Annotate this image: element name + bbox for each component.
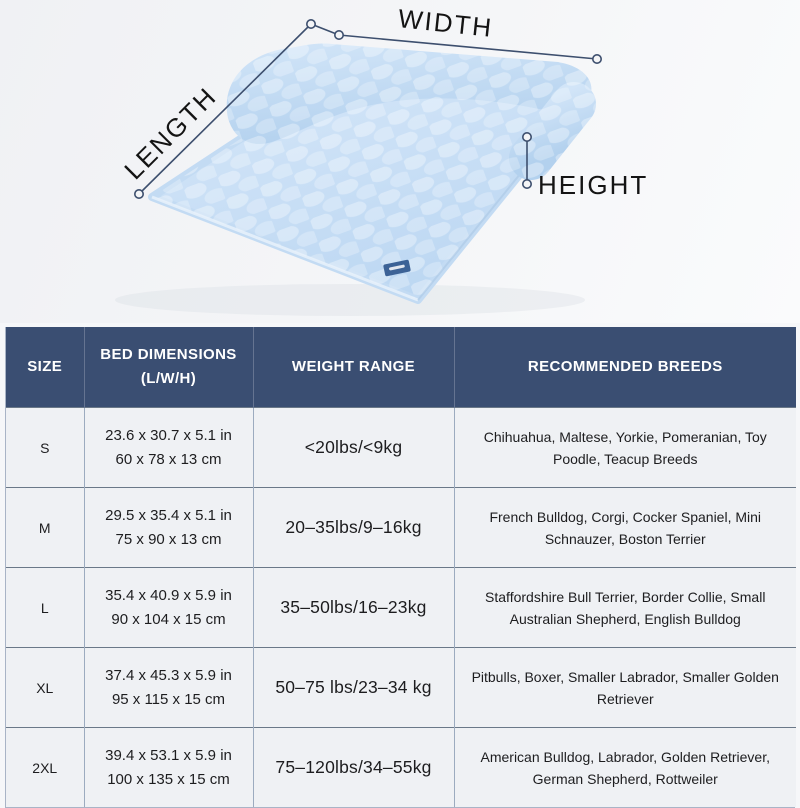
bed-mat — [152, 80, 580, 300]
dimensions-cell — [84, 488, 253, 568]
breeds-cell: American Bulldog, Labrador, Golden Retriever, German Shepherd, Rottweiler — [454, 728, 796, 808]
breeds-cell: Chihuahua, Maltese, Yorkie, Pomeranian, Toy Poodle, Teacup Breeds — [454, 408, 796, 488]
bed-shadow — [115, 284, 585, 316]
header-cell-weight: WEIGHT RANGE — [253, 327, 454, 408]
size-chart-table — [5, 327, 795, 808]
height-label: HEIGHT — [538, 170, 649, 200]
header-cell-size: SIZE — [6, 327, 84, 408]
breeds-cell: Staffordshire Bull Terrier, Border Collie, Small Australian Shepherd, English Bulldog — [454, 568, 796, 648]
dimensions-cm: 75 x 90 x 13 cm — [115, 530, 222, 548]
dimensions-inches: 23.6 x 30.7 x 5.1 in — [105, 426, 232, 444]
table-header-row — [6, 327, 796, 408]
size-cell: XL — [6, 648, 84, 728]
size-cell: 2XL — [6, 728, 84, 808]
header-dimensions-line2: (L/W/H) — [140, 370, 197, 387]
table-row-xl — [6, 648, 796, 728]
dimensions-cell — [84, 728, 253, 808]
weight-cell: 35–50lbs/16–23kg — [253, 568, 454, 648]
table-row-m — [6, 488, 796, 568]
table-row-l — [6, 568, 796, 648]
dimensions-cm: 95 x 115 x 15 cm — [111, 690, 226, 708]
size-cell: S — [6, 408, 84, 488]
weight-cell: 75–120lbs/34–55kg — [253, 728, 454, 808]
dimensions-cell — [84, 648, 253, 728]
breeds-cell: French Bulldog, Corgi, Cocker Spaniel, Mini Schnauzer, Boston Terrier — [454, 488, 796, 568]
table-row-2xl — [6, 728, 796, 808]
product-diagram — [0, 0, 800, 323]
dimensions-cm: 100 x 135 x 15 cm — [107, 770, 230, 788]
weight-cell: 50–75 lbs/23–34 kg — [253, 648, 454, 728]
header-dimensions-line1: BED DIMENSIONS — [100, 346, 237, 363]
header-cell-dimensions — [84, 327, 253, 408]
length-label: LENGTH — [118, 81, 223, 186]
dimensions-inches: 29.5 x 35.4 x 5.1 in — [105, 506, 232, 524]
dimensions-cell — [84, 408, 253, 488]
size-cell: M — [6, 488, 84, 568]
header-cell-breeds: RECOMMENDED BREEDS — [454, 327, 796, 408]
dimensions-cell — [84, 568, 253, 648]
table-row-s — [6, 408, 796, 488]
dimensions-inches: 35.4 x 40.9 x 5.9 in — [105, 586, 232, 604]
dimensions-cm: 60 x 78 x 13 cm — [115, 450, 222, 468]
dimensions-inches: 39.4 x 53.1 x 5.9 in — [105, 746, 232, 764]
weight-cell: <20lbs/<9kg — [253, 408, 454, 488]
weight-cell: 20–35lbs/9–16kg — [253, 488, 454, 568]
size-cell: L — [6, 568, 84, 648]
dimensions-inches: 37.4 x 45.3 x 5.9 in — [105, 666, 232, 684]
dimensions-cm: 90 x 104 x 15 cm — [111, 610, 226, 628]
width-label: WIDTH — [396, 3, 495, 43]
breeds-cell: Pitbulls, Boxer, Smaller Labrador, Smaller Golden Retriever — [454, 648, 796, 728]
